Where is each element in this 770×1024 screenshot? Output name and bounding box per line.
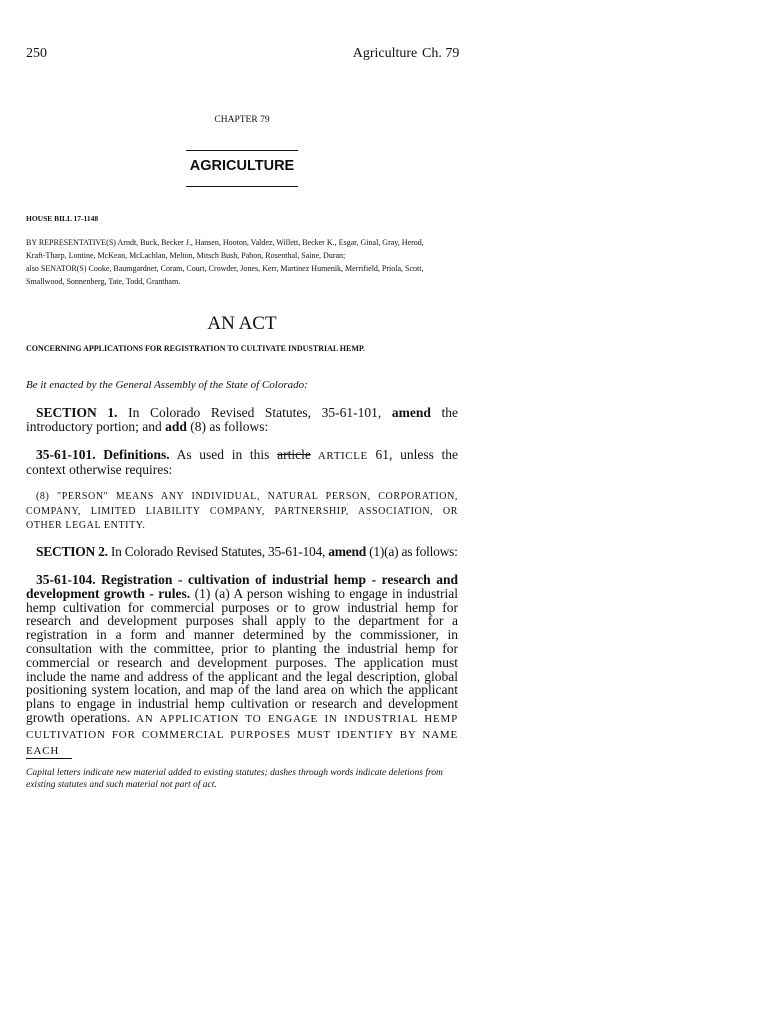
registration-paragraph	[26, 573, 458, 758]
footnote-rule	[26, 758, 72, 759]
section-2-label: SECTION 2.	[36, 544, 108, 559]
definitions-paragraph	[26, 448, 458, 477]
chapter-reference: Ch. 79	[422, 46, 460, 61]
section-2-paragraph	[26, 545, 458, 559]
definitions-text: 61, unless the context otherwise requires:	[26, 447, 459, 477]
definition-8-paragraph: (8) "PERSON" MEANS ANY INDIVIDUAL, NATURAL PERSON, CORPORATION, COMPANY, LIMITED LIABILITY COMPANY, PARTNERSHIP, ASSOCIATION, OR OTHER LEGAL ENTITY.	[26, 491, 458, 531]
amend-keyword: amend	[328, 544, 367, 559]
section-1-label: SECTION 1.	[36, 405, 118, 420]
new-text: AN APPLICATION TO ENGAGE IN INDUSTRIAL HEMP CULTIVATION FOR COMMERCIAL PURPOSES MUST IDENTIFY BY NAME EACH	[26, 712, 458, 757]
section-2-text: (1)(a) as follows:	[366, 544, 458, 559]
page-number: 250	[26, 46, 47, 61]
definitions-label: 35-61-101. Definitions.	[36, 447, 170, 462]
struck-text: article	[277, 447, 311, 462]
enacting-clause: Be it enacted by the General Assembly of the State of Colorado:	[26, 379, 308, 391]
sponsor-line: Kraft-Tharp, Lontine, McKean, McLachlan, Melton, Mitsch Bush, Pabon, Rosenthal, Saine, Duran;	[26, 251, 346, 260]
title-rule-top	[186, 150, 298, 151]
title-rule-bottom	[186, 186, 298, 187]
registration-text: (1) (a) A person wishing to engage in industrial hemp cultivation for commercial purposes or to grow industrial hemp for research and development purposes shall apply to the department for a registration in a form and manner determined by the commissioner, in consultation with the committee, prior to planting the industrial hemp for commercial or research and development purposes. The application must include the name and address of the applicant and the legal description, global positioning system location, and map of the land area on which the applicant plans to engage in industrial hemp cultivation or research and development growth operations.	[26, 585, 458, 725]
sponsor-line: BY REPRESENTATIVE(S) Arndt, Buck, Becker J., Hansen, Hooton, Valdez, Willett, Becker K., Esgar, Ginal, Gray, Herod,	[26, 238, 424, 247]
sponsor-line: Smallwood, Sonnenberg, Tate, Todd, Grantham.	[26, 277, 181, 286]
chapter-label: CHAPTER 79	[214, 115, 270, 125]
new-text: ARTICLE	[310, 450, 368, 462]
sponsor-line: also SENATOR(S) Cooke, Baumgardner, Coram, Court, Crowder, Jones, Kerr, Martinez Humenik, Merrifield, Priola, Scott,	[26, 264, 424, 273]
section-1-text: In Colorado Revised Statutes, 35-61-101,	[117, 405, 392, 420]
section-1-text: (8) as follows:	[186, 419, 269, 434]
act-subtitle: CONCERNING APPLICATIONS FOR REGISTRATION TO CULTIVATE INDUSTRIAL HEMP.	[26, 344, 366, 353]
running-title: Agriculture	[352, 46, 418, 61]
add-keyword: add	[165, 419, 187, 434]
section-1-paragraph	[26, 406, 458, 434]
sponsors-block	[26, 236, 458, 288]
amend-keyword: amend	[391, 405, 431, 420]
registration-label: 35-61-104. Registration - cultivation of industrial hemp - research and development growth - rules.	[26, 572, 458, 601]
chapter-title: AGRICULTURE	[189, 158, 295, 174]
footnote: Capital letters indicate new material added to existing statutes; dashes through words indicate deletions from existing statutes and such material not part of act.	[26, 768, 443, 790]
act-heading: AN ACT	[207, 313, 277, 334]
section-1-text: the introductory portion; and	[26, 405, 458, 434]
definitions-text: As used in this	[169, 447, 278, 462]
bill-number: HOUSE BILL 17-1148	[26, 214, 99, 223]
section-2-text: In Colorado Revised Statutes, 35-61-104,	[107, 544, 329, 559]
